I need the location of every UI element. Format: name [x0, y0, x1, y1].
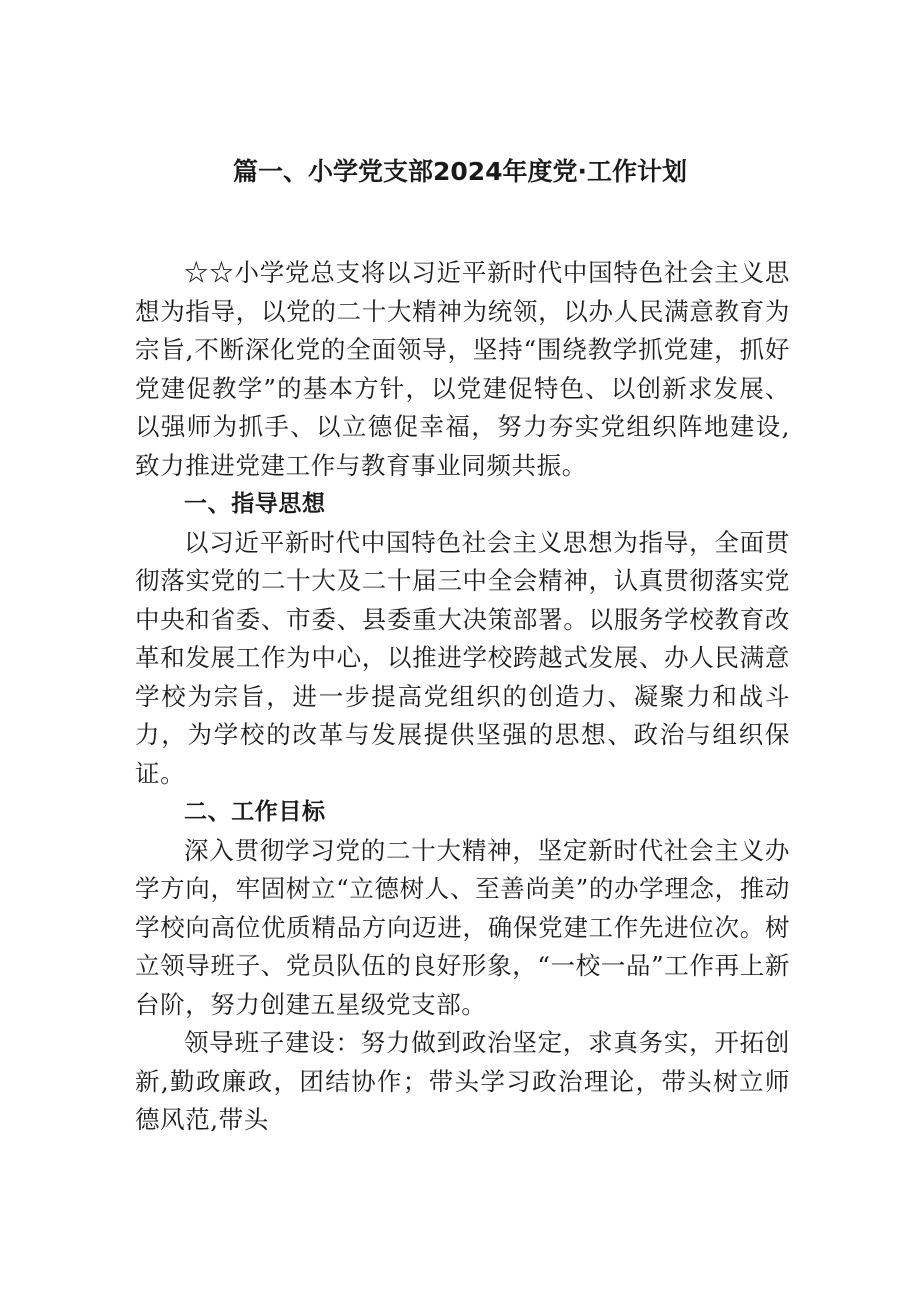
document-body [135, 254, 790, 1140]
document-title: 篇一、小学党支部2024年度党·工作计划 [232, 157, 688, 186]
guiding-ideology-paragraph: 以习近平新时代中国特色社会主义思想为指导，全面贯彻落实党的二十大及二十届三中全会精神，认真贯彻落实党中央和省委、市委、县委重大决策部署。以服务学校教育改革和发展工作为中心，以推进学校跨越式发展、办人民满意学校为宗旨，进一步提高党组织的创造力、凝聚力和战斗力，为学校的改革与发展提供坚强的思想、政治与组织保证。 [135, 527, 790, 788]
work-goals-paragraph: 深入贯彻学习党的二十大精神，坚定新时代社会主义办学方向，牢固树立“立德树人、至善尚美”的办学理念，推动学校向高位优质精品方向迈进，确保党建工作先进位次。树立领导班子、党员队伍的良好形象，“一校一品”工作再上新台阶，努力创建五星级党支部。 [135, 835, 790, 1019]
section-heading-work-goals: 二、工作目标 [184, 799, 326, 825]
section-heading-guiding-ideology: 一、指导思想 [184, 491, 326, 517]
intro-paragraph: ☆☆小学党总支将以习近平新时代中国特色社会主义思想为指导，以党的二十大精神为统领，以办人民满意教育为宗旨,不断深化党的全面领导，坚持“围绕教学抓党建，抓好党建促教学”的基本方针，以党建促特色、以创新求发展、以强师为抓手、以立德促幸福，努力夯实党组织阵地建设,致力推进党建工作与教育事业同频共振。 [135, 258, 790, 480]
leadership-building-paragraph: 领导班子建设：努力做到政治坚定，求真务实，开拓创新,勤政廉政，团结协作；带头学习政治理论，带头树立师德风范,带头 [135, 1028, 790, 1134]
